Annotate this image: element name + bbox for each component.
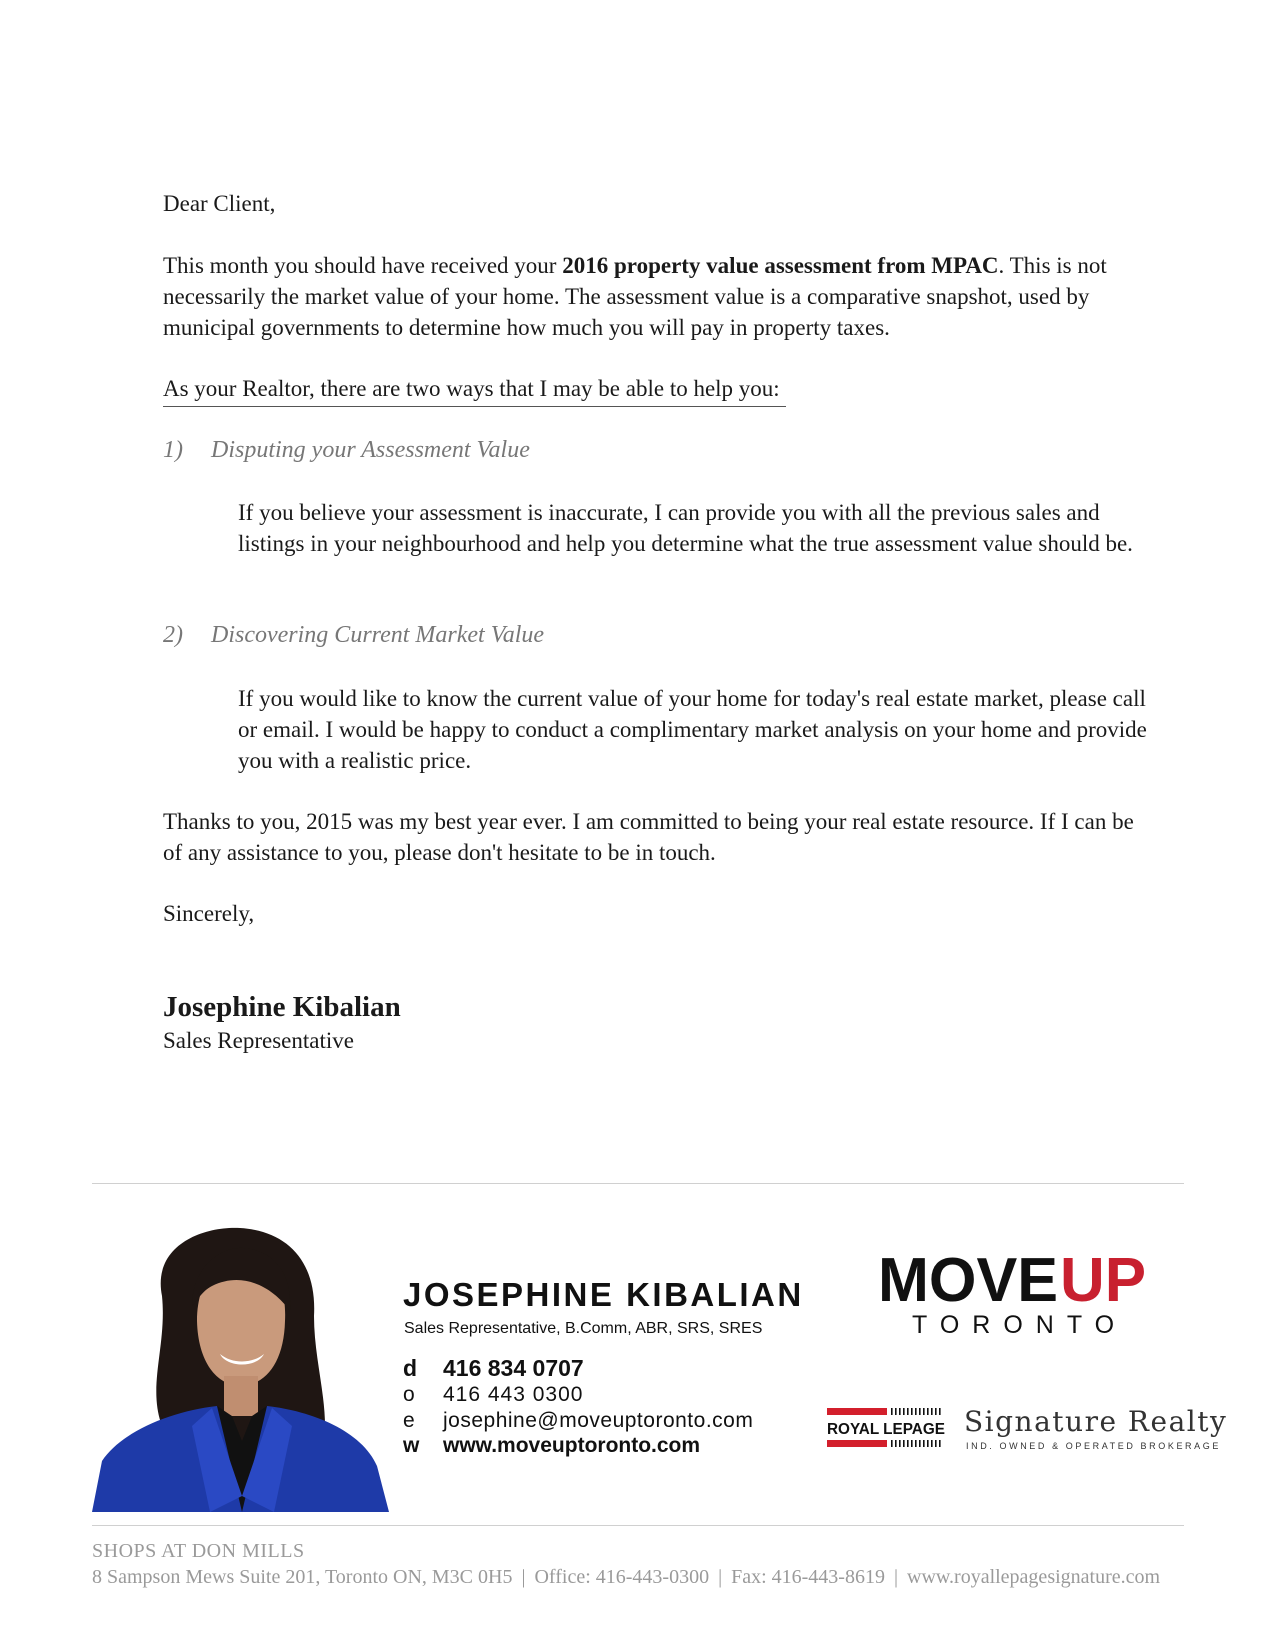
item-body-1: If you believe your assessment is inaccurate, I can provide you with all the previous sales and listings in your neighbourhood and help you determine what the true assessment value should be. <box>238 500 1133 556</box>
svg-text:ROYAL LEPAGE: ROYAL LEPAGE <box>827 1421 946 1438</box>
brokerage-tagline: IND. OWNED & OPERATED BROKERAGE <box>966 1441 1221 1451</box>
signature-name: Josephine Kibalian <box>163 991 401 1023</box>
card-title: Sales Representative, B.Comm, ABR, SRS, SRES <box>404 1320 763 1337</box>
contact-key: o <box>403 1383 416 1406</box>
greeting: Dear Client, <box>163 191 276 216</box>
signature-title: Sales Representative <box>163 1028 354 1053</box>
footer-website[interactable]: www.royallepagesignature.com <box>907 1566 1161 1588</box>
footer-separator: | <box>893 1566 898 1588</box>
item-heading-1 <box>163 435 530 466</box>
item-heading-text: Discovering Current Market Value <box>211 622 545 648</box>
divider-bottom <box>92 1525 1184 1526</box>
footer-address: 8 Sampson Mews Suite 201, Toronto ON, M3C 0H5 <box>92 1566 513 1588</box>
svg-text:UP: UP <box>1060 1246 1146 1315</box>
contact-value: www.moveuptoronto.com <box>443 1434 701 1457</box>
moveup-toronto-logo <box>878 1246 1148 1336</box>
intro-text-start: This month you should have received your <box>163 253 563 278</box>
item-body-2: If you would like to know the current value of your home for today's real estate market, please call or email. I would be happy to conduct a complimentary market analysis on your home and provide you with a realistic price. <box>238 686 1147 773</box>
divider-top <box>92 1183 1184 1184</box>
contact-value: josephine@moveuptoronto.com <box>443 1409 754 1432</box>
signature-realty-name: Signature Realty <box>964 1405 1228 1438</box>
ways-intro: As your Realtor, there are two ways that I may be able to help you: <box>163 373 786 407</box>
footer-fax: Fax: 416-443-8619 <box>731 1566 885 1588</box>
intro-text-end: . This is not necessarily the market value of your home. The assessment value is a comparative snapshot, used by municipal governments to determine how much you will pay in property taxes. <box>163 253 1107 340</box>
contact-value: 416 443 0300 <box>443 1383 584 1406</box>
item-heading-2 <box>163 620 544 651</box>
contact-value: 416 834 0707 <box>443 1355 584 1381</box>
footer-details <box>92 1566 1160 1589</box>
item-number: 2) <box>163 622 183 648</box>
footer-location: SHOPS AT DON MILLS <box>92 1540 305 1562</box>
website-link[interactable] <box>403 1434 700 1458</box>
closing: Sincerely, <box>163 901 255 926</box>
item-heading-text: Disputing your Assessment Value <box>211 437 530 463</box>
item-number: 1) <box>163 437 183 463</box>
contact-key: d <box>403 1355 418 1381</box>
royal-lepage-logo <box>827 1408 947 1448</box>
footer-separator: | <box>521 1566 526 1588</box>
footer-separator: | <box>718 1566 723 1588</box>
intro-bold-text: 2016 property value assessment from MPAC <box>562 253 999 278</box>
card-name: JOSEPHINE KIBALIAN <box>403 1276 804 1313</box>
direct-phone[interactable] <box>403 1355 584 1382</box>
office-phone[interactable] <box>403 1383 583 1407</box>
footer-office: Office: 416-443-0300 <box>534 1566 710 1588</box>
email-link[interactable] <box>403 1409 753 1433</box>
agent-photo <box>92 1226 389 1512</box>
intro-paragraph <box>163 250 1143 343</box>
contact-key: e <box>403 1409 416 1432</box>
svg-text:MOVE: MOVE <box>878 1246 1058 1315</box>
svg-text:TORONTO: TORONTO <box>912 1311 1128 1336</box>
contact-key: w <box>403 1434 420 1457</box>
thanks-paragraph: Thanks to you, 2015 was my best year ever. I am committed to being your real estate resource. If I can be of any assistance to you, please don't hesitate to be in touch. <box>163 809 1134 865</box>
